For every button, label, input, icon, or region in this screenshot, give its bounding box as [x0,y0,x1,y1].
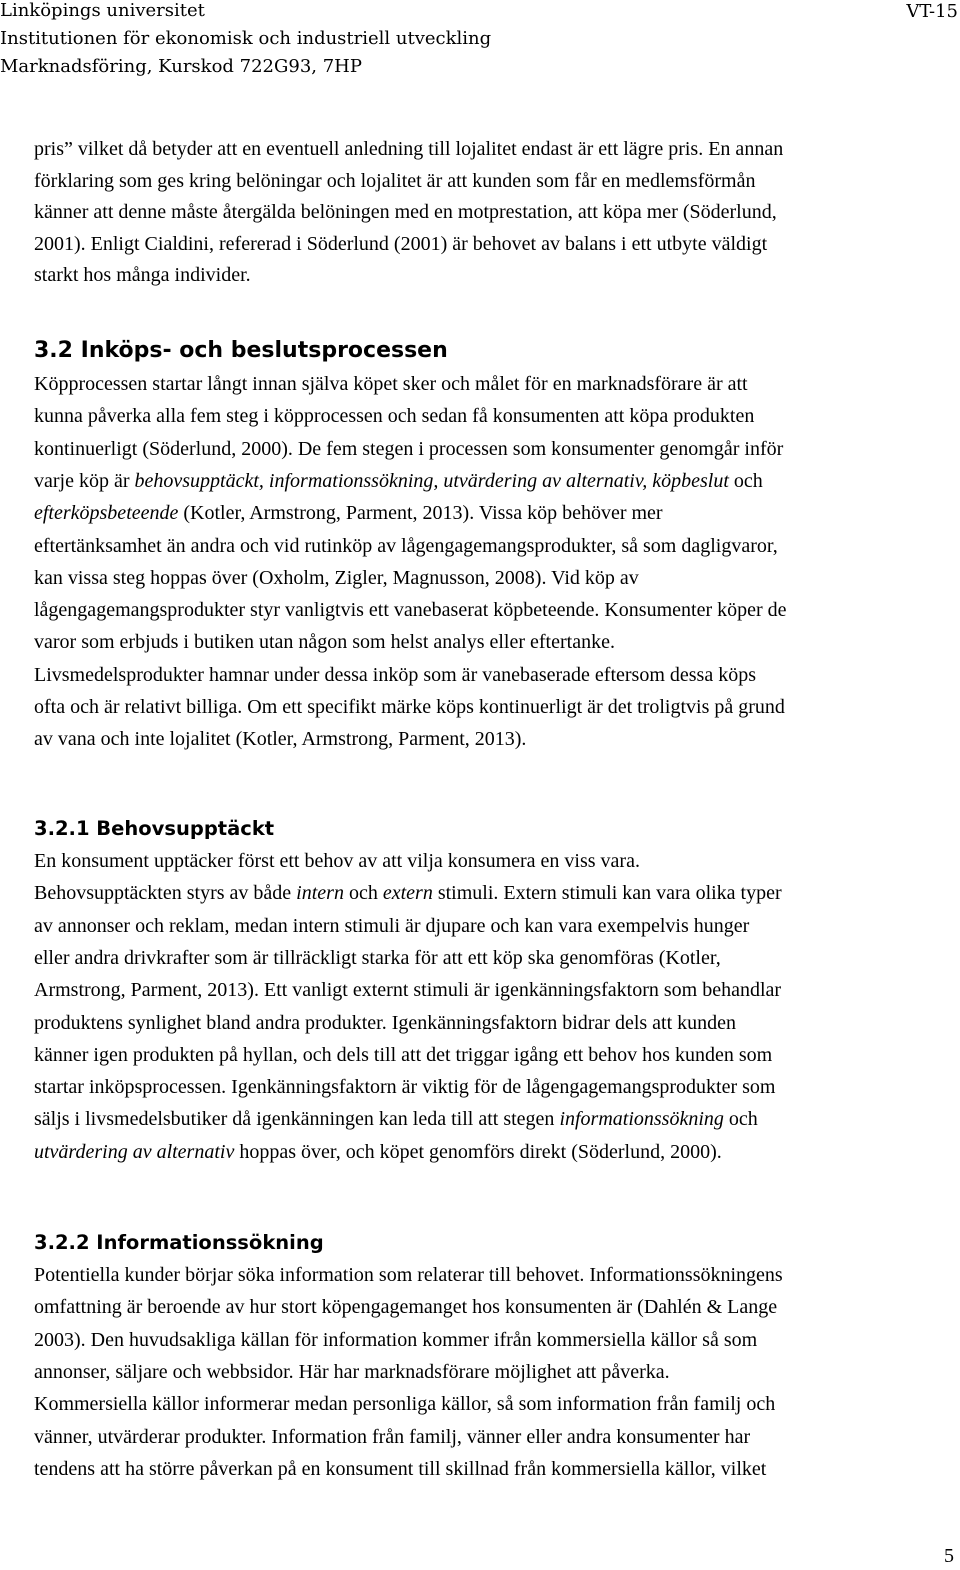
text-line [34,373,748,396]
text-line [34,1361,670,1384]
text-segment: av annonser och reklam, medan intern stimuli är djupare och kan vara exempelvis hunger [34,914,750,937]
text-segment: och [723,1108,758,1131]
text-segment: kontinuerligt (Söderlund, 2000). De fem stegen i processen som konsumenter genomgår inför [34,437,784,460]
text-line [34,664,756,687]
text-line [34,947,721,970]
text-line: känner att denne måste återgälda belöningen med en motprestation, att köpa mer (Söderlund, [34,201,777,223]
italic-term: utvärdering av alternativ [34,1140,235,1163]
text-line [34,405,754,428]
text-line: 2001). Enligt Cialdini, refererad i Söderlund (2001) är behovet av balans i ett utbyte väldigt [34,232,768,255]
header-course: Marknadsföring, Kurskod 722G93, 7HP [0,56,362,77]
text-segment: Behovsupptäckten styrs av både [34,882,297,905]
text-line [34,1264,783,1287]
text-line [34,1296,777,1319]
text-segment: omfattning är beroende av hur stort köpengagemanget hos konsumenten är (Dahlén & Lange [34,1296,778,1319]
text-line [34,1044,772,1067]
text-segment: säljs i livsmedelsbutiker då igenkänningen kan leda till att stegen [34,1108,560,1131]
header-department: Institutionen för ekonomisk och industriell utveckling [0,28,492,49]
text-line [34,1108,758,1131]
section-heading-3-2-2: 3.2.2 Informationssökning [34,1231,324,1254]
text-segment: eller andra drivkrafter som är tillräckligt starka för att ett köp ska genomföras (Kotler, [34,946,721,969]
text-segment: tendens att ha större påverkan på en konsument till skillnad från kommersiella källor, vilket [34,1457,767,1480]
text-line [34,915,749,938]
header-term: VT-15 [906,1,958,22]
text-line [34,850,640,873]
text-segment: annonser, säljare och webbsidor. Här har marknadsförare möjlighet att påverka. [34,1360,670,1383]
text-segment: Potentiella kunder börjar söka information som relaterar till behovet. Informationssökningens [34,1264,783,1286]
text-line: förklaring som ges kring belöningar och lojalitet är att kunden som får en medlemsförmån [34,169,756,192]
text-segment: Livsmedelsprodukter hamnar under dessa inköp som är vanebaserade eftersom dessa köps [34,663,757,686]
text-segment: (Kotler, Armstrong, Parment, 2013). Vissa köp behöver mer [178,502,663,525]
text-line [34,1141,722,1164]
text-segment: och [728,469,763,492]
text-segment: Köpprocessen startar långt innan själva köpet sker och målet för en marknadsförare är att [34,373,748,395]
text-line: starkt hos många individer. [34,264,251,286]
text-line [34,1329,757,1352]
text-segment: 2003). Den huvudsakliga källan för information kommer ifrån kommersiella källor så som [34,1328,758,1351]
text-segment: Armstrong, Parment, 2013). Ett vanligt externt stimuli är igenkänningsfaktorn som behandlar [34,979,782,1002]
text-segment: kunna påverka alla fem steg i köpprocessen och sedan få konsumenten att köpa produkten [34,405,755,428]
text-segment: eftertänksamhet än andra och vid rutinköp av lågengagemangsprodukter, så som dagligvaror, [34,534,778,557]
text-line [34,502,663,525]
text-line [34,1012,736,1035]
italic-term: extern [382,882,433,905]
text-segment: av vana och inte lojalitet (Kotler, Armstrong, Parment, 2013). [34,728,527,751]
text-segment: lågengagemangsprodukter styr vanligtvis ett vanebaserat köpbeteende. Konsumenter köper de [34,599,787,622]
text-line: pris” vilket då betyder att en eventuell anledning till lojalitet endast är ett lägre pris. En annan [34,138,784,160]
section-heading-3-2: 3.2 Inköps- och beslutsprocessen [34,338,448,363]
text-segment: varje köp är [34,469,135,492]
text-segment: hoppas över, och köpet genomförs direkt (Söderlund, 2000). [234,1140,722,1163]
italic-term: efterköpsbeteende [34,502,179,525]
text-segment: kan vissa steg hoppas över (Oxholm, Zigler, Magnusson, 2008). Vid köp av [34,566,639,589]
text-line [34,1393,775,1416]
text-line [34,631,615,654]
text-line [34,696,785,719]
italic-term: behovsupptäckt, informationssökning, utvärdering av alternativ, köpbeslut [134,469,729,492]
text-segment: Kommersiella källor informerar medan personliga källor, så som information från familj och [34,1393,776,1416]
text-segment: En konsument upptäcker först ett behov av att vilja konsumera en viss vara. [34,850,640,872]
text-line [34,882,782,905]
text-line [34,1426,750,1449]
section-heading-3-2-1: 3.2.1 Behovsupptäckt [34,817,275,840]
page-number: 5 [944,1545,954,1567]
text-segment: stimuli. Extern stimuli kan vara olika typer [432,882,782,905]
italic-term: informationssökning [559,1108,724,1131]
text-line [34,979,781,1002]
text-segment: varor som erbjuds i butiken utan någon som helst analys eller eftertanke. [34,631,615,654]
text-line [34,567,639,590]
text-line [34,599,787,622]
text-line [34,470,763,493]
text-line [34,728,526,751]
text-line [34,438,783,461]
text-segment: ofta och är relativt billiga. Om ett specifikt märke köps kontinuerligt är det troligtvis på grund [34,696,785,718]
header-university: Linköpings universitet [0,0,205,21]
italic-term: intern [296,882,344,905]
text-line [34,1076,775,1099]
text-line [34,1458,766,1481]
text-segment: vänner, utvärderar produkter. Information från familj, vänner eller andra konsumenter har [34,1425,751,1448]
text-segment: produktens synlighet bland andra produkter. Igenkänningsfaktorn bidrar dels att kunden [34,1011,737,1034]
text-segment: känner igen produkten på hyllan, och dels till att det triggar igång ett behov hos kunden som [34,1043,773,1066]
text-segment: och [343,882,383,905]
text-segment: startar inköpsprocessen. Igenkänningsfaktorn är viktig för de lågengagemangsprodukter som [34,1076,776,1099]
text-line [34,535,778,558]
